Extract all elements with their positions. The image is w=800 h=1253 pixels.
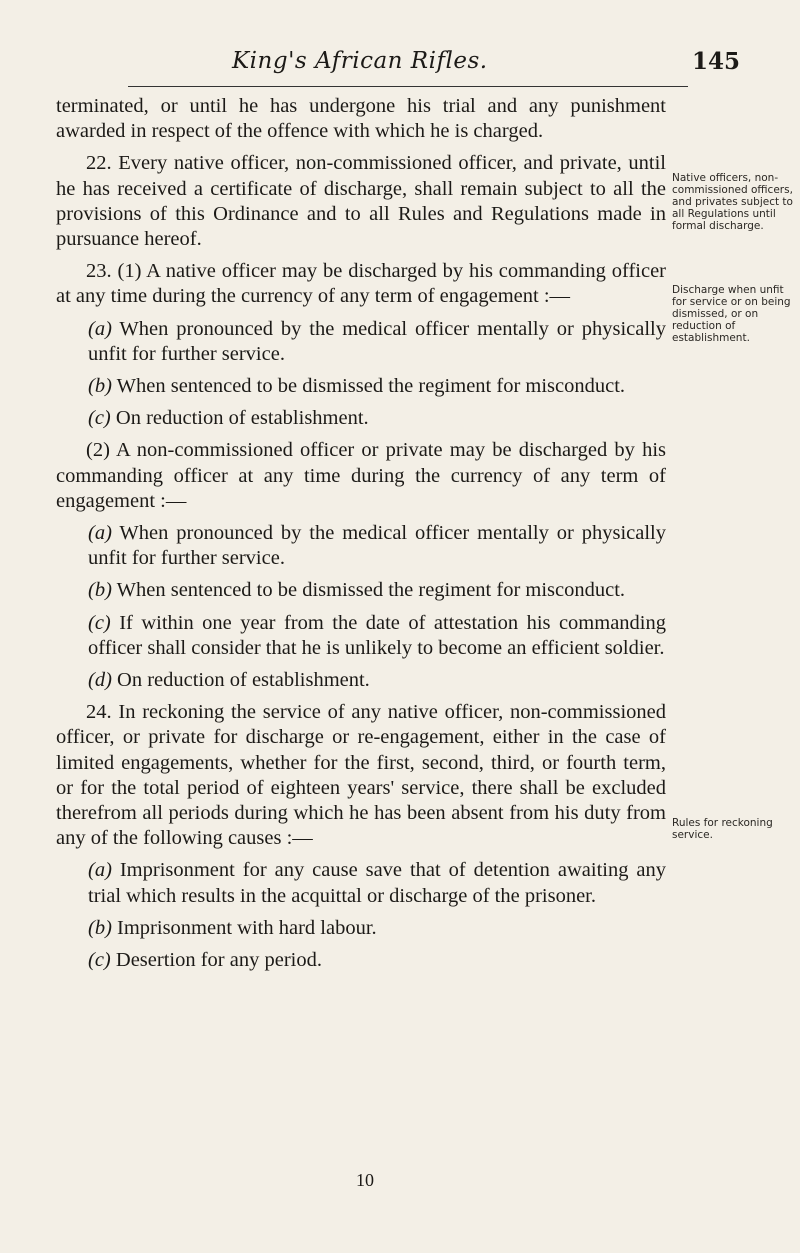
clause-label: (c)	[88, 407, 111, 430]
clause-23-2-a	[56, 521, 666, 571]
clause-text: Imprisonment with hard labour.	[111, 916, 377, 939]
clause-text: When pronounced by the medical officer mentally or physically unfit for further service.	[88, 317, 666, 365]
clause-text: Desertion for any period.	[110, 949, 322, 972]
margin-note-23: Discharge when unfit for service or on being dismissed, or on reduction of establishment.	[672, 284, 791, 344]
clause-text: When pronounced by the medical officer mentally or physically unfit for further service.	[88, 522, 666, 570]
clause-text: On reduction of establishment.	[110, 407, 369, 430]
clause-label: (b)	[88, 375, 112, 398]
clause-text: Imprisonment for any cause save that of detention awaiting any trial which results in the acquittal or discharge of the prisoner.	[88, 859, 666, 907]
clause-23-1-a	[56, 317, 666, 367]
paragraph-continuation: terminated, or until he has undergone his trial and any punishment awarded in respect of the offence with which he is charged.	[56, 95, 666, 143]
clause-text: If within one year from the date of attestation his commanding officer shall consider that he is unlikely to become an efficient soldier.	[88, 611, 666, 659]
clause-text: On reduction of establishment.	[111, 669, 370, 692]
body-text	[56, 94, 666, 980]
section-22: 22. Every native officer, non-commissioned officer, and private, until he has received a certificate of discharge, shall remain subject to all the provisions of this Ordinance and to all Rules and Regulations made in pursuance hereof.	[56, 152, 666, 251]
clause-text: When sentenced to be dismissed the regiment for misconduct.	[111, 579, 626, 602]
signature-mark: 10	[356, 1170, 374, 1190]
clause-23-2-b	[56, 578, 666, 603]
section-23-1: 23. (1) A native officer may be discharged by his commanding officer at any time during the currency of any term of engagement :—	[56, 260, 666, 308]
clause-24-b	[56, 916, 666, 941]
clause-label: (a)	[88, 859, 112, 882]
clause-label: (a)	[88, 522, 112, 545]
clause-label: (a)	[88, 317, 112, 340]
margin-note-22: Native officers, non-commissioned officers, and privates subject to all Regulations until formal discharge.	[672, 172, 793, 232]
header-rule	[128, 86, 688, 87]
clause-23-1-b	[56, 374, 666, 399]
section-24: 24. In reckoning the service of any native officer, non-commissioned officer, or private for discharge or re-engagement, either in the case of limited engagements, whether for the first, second, third, or fourth term, or for the total period of eighteen years' service, there shall be excluded therefrom all periods during which he has been absent from his duty from any of the following causes :—	[56, 701, 666, 850]
clause-23-2-c	[56, 611, 666, 661]
section-23-2: (2) A non-commissioned officer or private may be discharged by his commanding officer at any time during the currency of any term of engagement :—	[56, 439, 666, 512]
clause-text: When sentenced to be dismissed the regiment for misconduct.	[111, 375, 626, 398]
running-head	[0, 48, 800, 78]
clause-23-2-d	[56, 668, 666, 693]
running-title: King's African Rifles.	[232, 48, 488, 74]
clause-24-c	[56, 948, 666, 973]
clause-label: (c)	[88, 611, 111, 634]
clause-label: (b)	[88, 579, 112, 602]
clause-24-a	[56, 858, 666, 908]
page-number: 145	[692, 48, 741, 75]
clause-23-1-c	[56, 406, 666, 431]
margin-note-24: Rules for reckoning service.	[672, 817, 773, 841]
clause-label: (c)	[88, 949, 111, 972]
clause-label: (d)	[88, 669, 112, 692]
clause-label: (b)	[88, 916, 112, 939]
